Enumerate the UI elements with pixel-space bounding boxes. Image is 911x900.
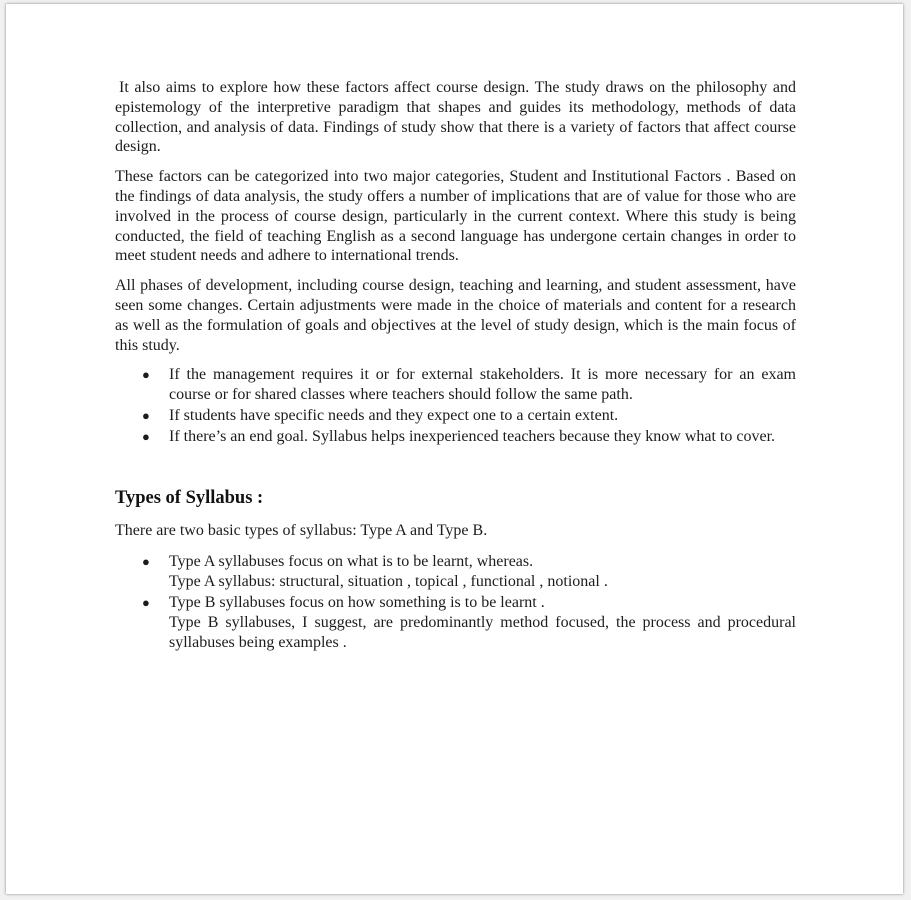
list-item-text: If the management requires it or for external stakeholders. It is more necessary for an exam course or for shared classes where teachers should follow the same path.	[169, 366, 796, 404]
list-item	[115, 593, 796, 652]
paragraph-3: All phases of development, including course design, teaching and learning, and student assessment, have seen some changes. Certain adjustments were made in the choice of materials and content for a research as well as the formulation of goals and objectives at the level of study design, which is the main focus of this study.	[115, 277, 796, 354]
list-item-text: If there’s an end goal. Syllabus helps inexperienced teachers because they know what to cover.	[169, 427, 776, 445]
list-item	[115, 552, 796, 592]
list-item-text: If students have specific needs and they expect one to a certain extent.	[169, 406, 619, 424]
type-b-detail: Type B syllabuses, I suggest, are predominantly method focused, the process and procedural syllabuses being examples .	[169, 613, 796, 651]
bullet-icon: ●	[142, 367, 150, 383]
document-page	[6, 4, 903, 894]
type-a-detail: Type A syllabus: structural, situation , topical , functional , notional .	[169, 573, 608, 591]
type-b-summary: Type B syllabuses focus on how something is to be learnt .	[169, 593, 545, 611]
paragraph-2: These factors can be categorized into two major categories, Student and Institutional Factors . Based on the findings of data analysis, the study offers a number of implications that are of value for those who are involved in the process of course design, particularly in the current context. Where this study is being conducted, the field of teaching English as a second language has undergone certain changes in order to meet student needs and adhere to international trends.	[115, 168, 796, 265]
syllabus-types-list	[115, 552, 796, 652]
type-a-summary: Type A syllabuses focus on what is to be learnt, whereas.	[169, 553, 534, 571]
section-intro: There are two basic types of syllabus: Type A and Type B.	[115, 521, 488, 539]
reasons-list	[115, 365, 796, 446]
bullet-icon: ●	[142, 594, 150, 610]
list-item	[115, 365, 796, 405]
bullet-icon: ●	[142, 428, 150, 444]
document-body	[115, 78, 796, 653]
paragraph-1: It also aims to explore how these factors affect course design. The study draws on the philosophy and epistemology of the interpretive paradigm that shapes and guides its methodology, methods of data collection, and analysis of data. Findings of study show that there is a variety of factors that affect course design.	[115, 79, 796, 156]
section-heading: Types of Syllabus :	[115, 487, 264, 508]
list-item	[115, 406, 796, 426]
bullet-icon: ●	[142, 407, 150, 423]
bullet-icon: ●	[142, 554, 150, 570]
list-item	[115, 427, 796, 447]
